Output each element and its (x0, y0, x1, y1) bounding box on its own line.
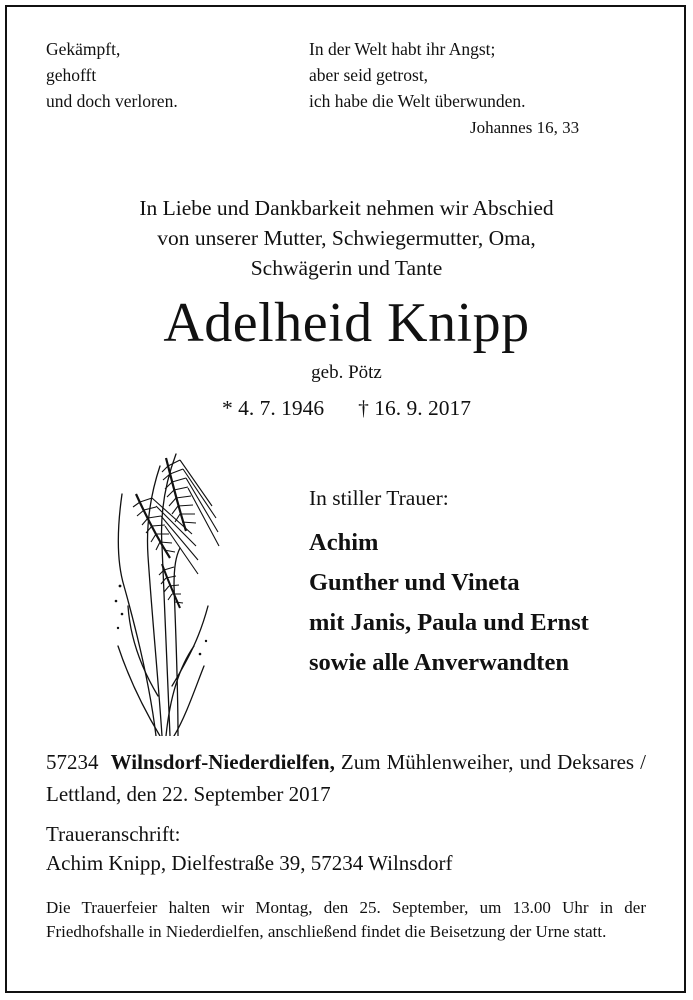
mourner-name: Gunther und Vineta (309, 569, 520, 596)
life-dates (0, 396, 693, 421)
mourning-label: In stiller Trauer: (309, 486, 449, 510)
intro-line: Schwägerin und Tante (250, 256, 443, 280)
mourner-name: mit Janis, Paula und Ernst (309, 609, 589, 636)
town: Wilnsdorf-Niederdielfen, (110, 750, 335, 774)
bible-verse (309, 36, 525, 114)
maiden-name: geb. Pötz (311, 362, 382, 383)
place-rest: Zum Mühlenweiher, und Deksares / Lettland, den 22. September 2017 (46, 750, 647, 806)
intro-line: von unserer Mutter, Schwiegermutter, Oma, (157, 226, 536, 250)
poem-left-line: Gekämpft, (46, 39, 121, 59)
verse-reference: Johannes 16, 33 (470, 118, 580, 137)
funeral-notice: Die Trauerfeier halten wir Montag, den 25. September, um 13.00 Uhr in der Friedhofshalle in Niederdielfen, anschließend findet die Beisetzung der Urne statt. (46, 898, 646, 941)
mourner-name: Achim (309, 529, 379, 556)
bible-verse-line: ich habe die Welt überwunden. (309, 91, 526, 111)
bible-verse-line: aber seid getrost, (309, 65, 429, 85)
poem-left-line: gehofft (46, 65, 97, 85)
poem-left-line: und doch verloren. (46, 91, 178, 111)
mailing-label: Traueranschrift: (46, 822, 181, 846)
birth-date: * 4. 7. 1946 (222, 396, 325, 420)
place-and-date (46, 746, 646, 810)
intro-text (0, 193, 693, 283)
postcode: 57234 (46, 750, 99, 774)
wheat-ears-icon (100, 436, 260, 736)
poem-left (46, 36, 178, 114)
deceased-name: Adelheid Knipp (163, 292, 530, 354)
mourners-list (309, 523, 589, 683)
mourner-name: sowie alle Anverwandten (309, 649, 569, 676)
mailing-address: Achim Knipp, Dielfestraße 39, 57234 Wilnsdorf (46, 851, 453, 875)
intro-line: In Liebe und Dankbarkeit nehmen wir Abschied (139, 196, 554, 220)
death-date: † 16. 9. 2017 (358, 396, 471, 420)
bible-verse-line: In der Welt habt ihr Angst; (309, 39, 496, 59)
